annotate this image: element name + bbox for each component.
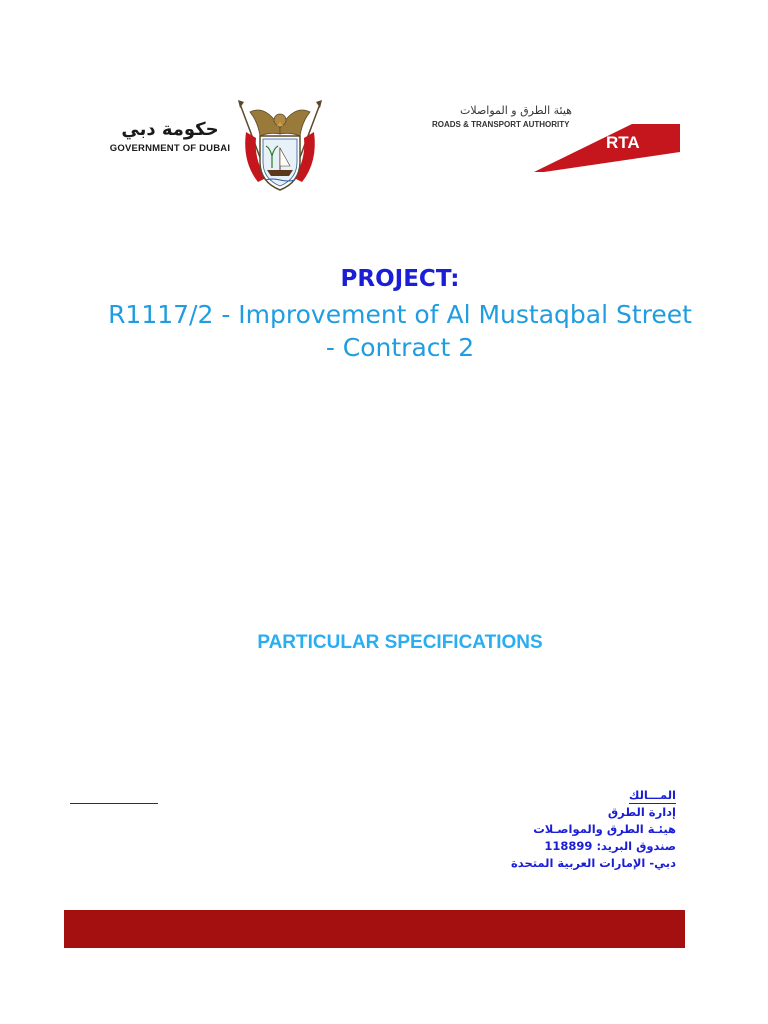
government-english-name: GOVERNMENT OF DUBAI	[109, 143, 231, 154]
project-label: PROJECT:	[340, 266, 460, 292]
signature-underline	[70, 803, 158, 804]
footer-color-bar	[64, 910, 685, 948]
rta-arabic-name: هيئة الطرق و المواصلات	[460, 104, 572, 117]
rta-logo-text: RTA	[606, 133, 640, 152]
dubai-emblem-icon	[236, 98, 324, 194]
owner-heading: المـــالك	[628, 788, 676, 802]
government-of-dubai-logo	[108, 120, 232, 154]
rta-english-name: ROADS & TRANSPORT AUTHORITY	[432, 120, 570, 129]
owner-line-location: دبي- الإمارات العربية المتحدة	[511, 856, 676, 870]
government-arabic-name: حكومة دبي	[121, 119, 219, 140]
document-type-title: PARTICULAR SPECIFICATIONS	[257, 632, 543, 653]
owner-line-department: إدارة الطرق	[607, 805, 676, 819]
owner-address-block	[470, 787, 676, 872]
rta-logo-icon	[534, 122, 684, 174]
project-title: R1117/2 - Improvement of Al Mustaqbal Street - Contract 2	[108, 300, 692, 362]
owner-line-po-box: صندوق البريد: 118899	[544, 839, 676, 853]
owner-line-authority: هيئـة الطرق والمواصـلات	[533, 822, 676, 836]
